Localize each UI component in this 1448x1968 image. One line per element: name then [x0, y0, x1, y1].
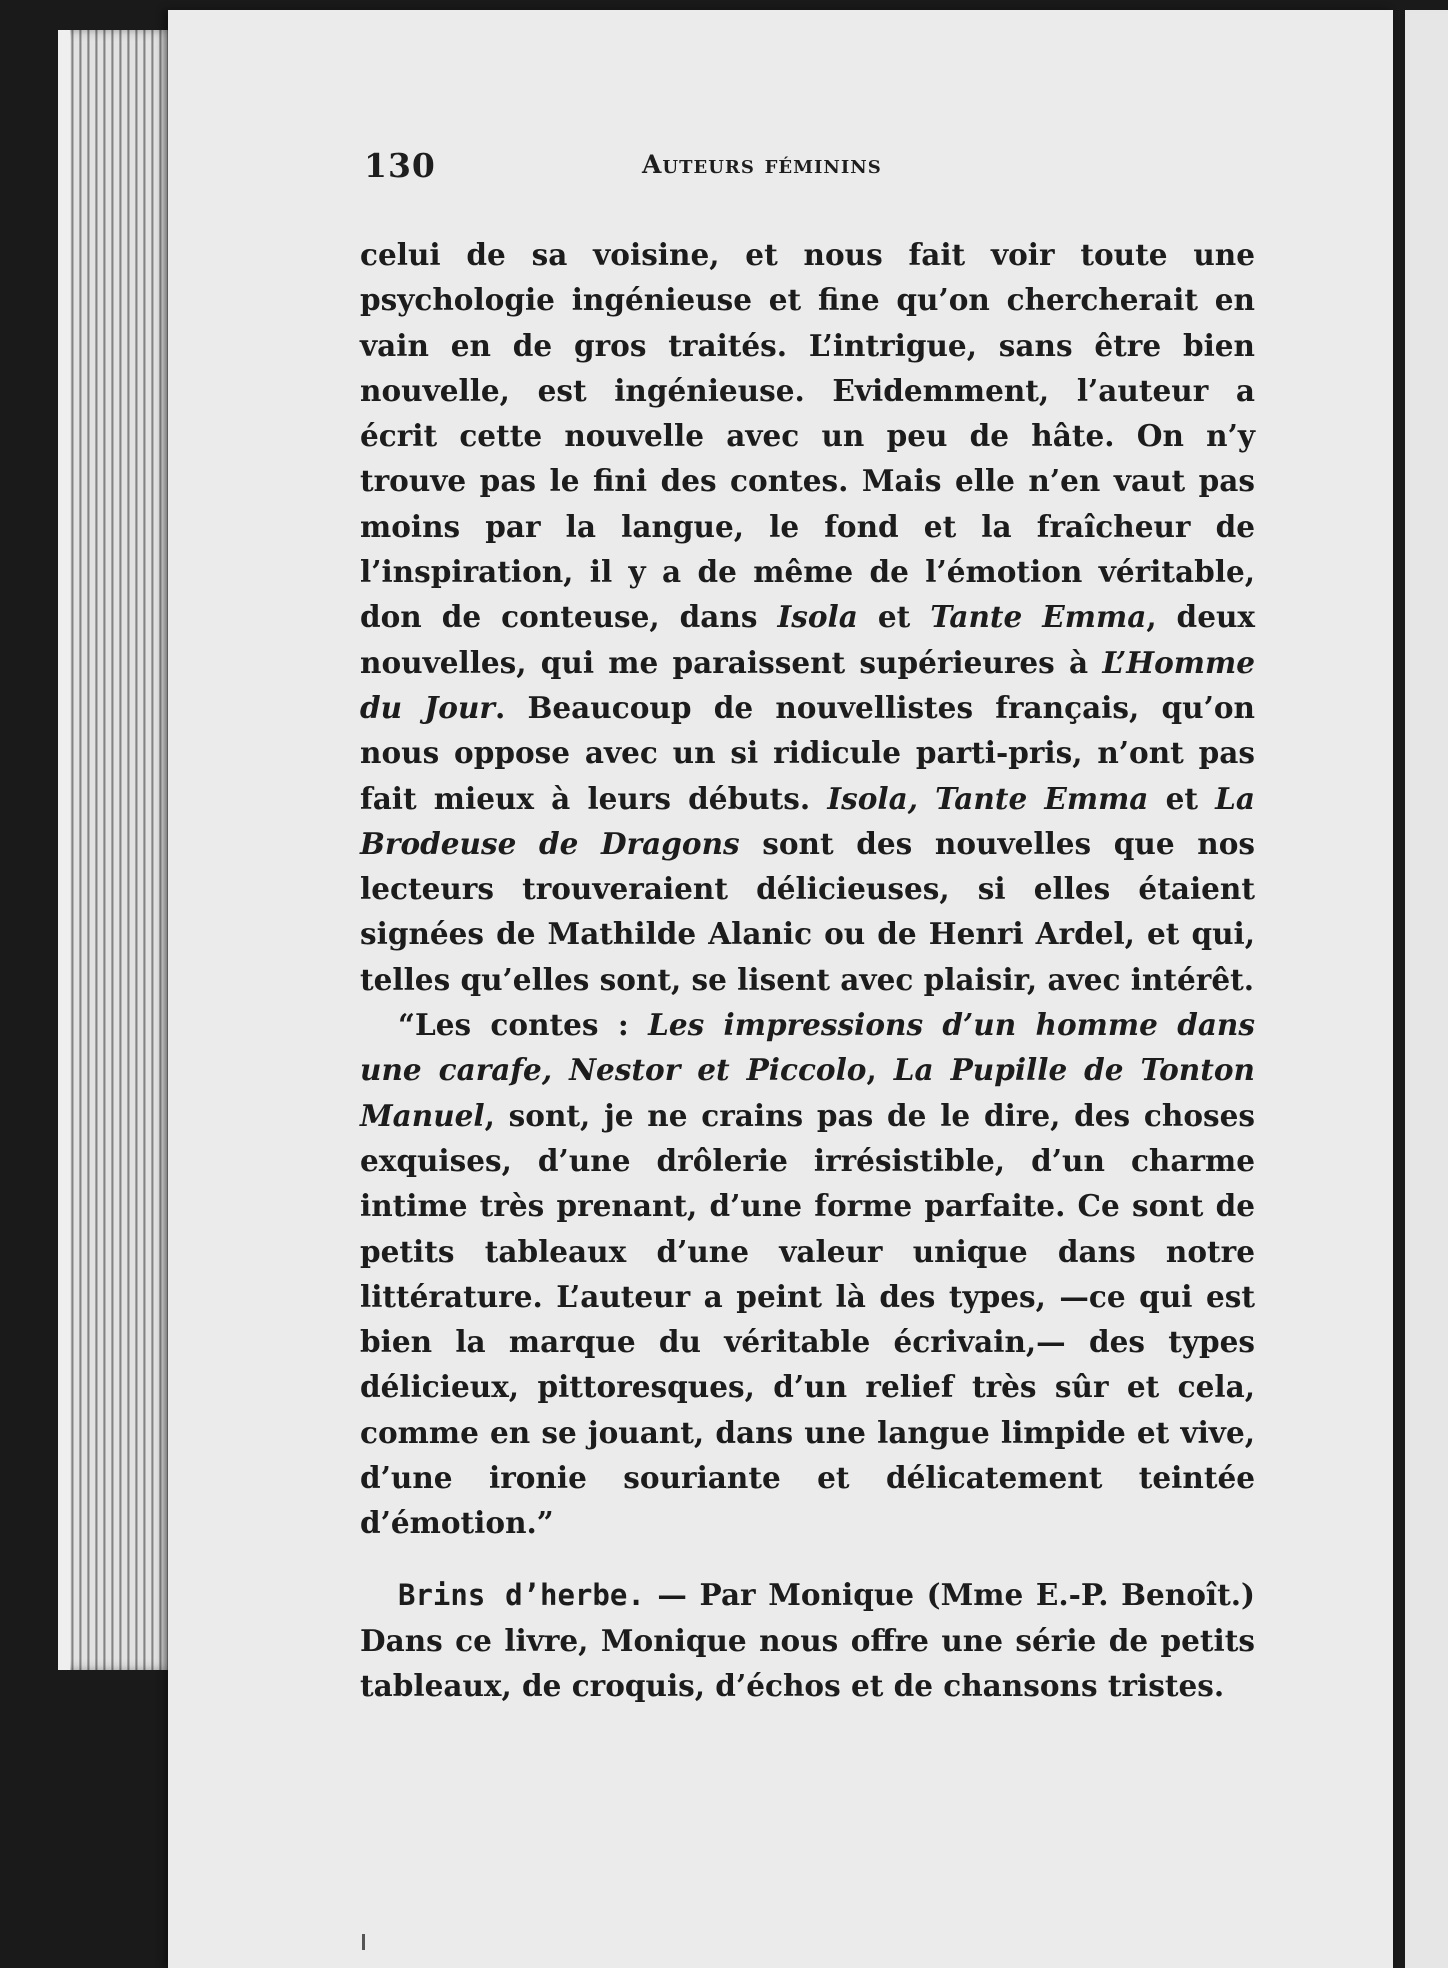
text-run: sont des nouvelles que nos lecteurs trouveraient délicieuses, si elles étaient signées de Mathilde Alanic ou de Henri Ardel, et qui, telles qu’elles sont, se lisent avec plaisir, avec intérêt.	[360, 825, 1255, 997]
entry-body: — Par Monique (Mme E.-P. Benoît.) Dans ce livre, Monique nous offre une série de petits tableaux, de croquis, d’échos et de chansons tristes.	[360, 1576, 1255, 1704]
titles-isola-tante-emma: Isola, Tante Emma	[827, 780, 1149, 816]
body-text	[360, 232, 1255, 1709]
paragraph-continuation	[360, 232, 1255, 1002]
text-run: ,	[866, 1052, 894, 1088]
text-run: , sont, je ne crains pas de le dire, des choses exquises, d’une drôlerie irrésistible, d’un charme intime très prenant, d’une forme parfaite. Ce sont de petits tableaux d’une valeur unique dans notre littérature. L’auteur a peint là des types, —ce qui est bien la marque du véritable écrivain,— des types délicieux, pittoresques, d’un relief très sûr et cela, comme en se jouant, dans une langue limpide et vive, d’une ironie souriante et délicatement teintée d’émotion.”	[360, 1097, 1255, 1541]
titles-contes: Les impressions d’un homme dans une carafe, Nestor et Piccolo	[360, 1007, 1255, 1088]
title-tante-emma: Tante Emma	[930, 599, 1147, 635]
text-run: et	[1148, 780, 1216, 816]
bottom-margin-mark	[362, 1934, 365, 1950]
text-run: , deux nouvelles, qui me paraissent supérieures à	[360, 599, 1255, 680]
page-edges-highlight	[58, 30, 70, 1670]
page-header	[364, 146, 1254, 186]
text-run: et	[857, 599, 931, 635]
title-isola: Isola	[777, 599, 858, 635]
text-run: . Beaucoup de nouvellistes français, qu’on nous oppose avec un si ridicule parti-pris, n’ont pas fait mieux à leurs débuts.	[360, 689, 1255, 816]
running-head: Auteurs féminins	[642, 150, 882, 179]
title-pupille-de-tonton-manuel: La Pupille de Tonton Manuel	[360, 1052, 1255, 1133]
page-number: 130	[364, 146, 436, 185]
text-run: celui de sa voisine, et nous fait voir toute une psychologie ingénieuse et fine qu’on chercherait en vain en de gros traités. L’intrigue, sans être bien nouvelle, est ingénieuse. Evidemment, l’auteur a écrit cette nouvelle avec un peu de hâte. On n’y trouve pas le fini des contes. Mais elle n’en vaut pas moins par la langue, le fond et la fraîcheur de l’inspiration, il y a de même de l’émotion véritable, don de conteuse, dans	[360, 237, 1255, 635]
paragraph-quote	[360, 1002, 1255, 1546]
entry-title: Brins d’herbe.	[398, 1577, 645, 1612]
entry-brins-dherbe	[360, 1572, 1255, 1709]
page-edges-stack	[58, 30, 173, 1670]
text-run: “Les contes :	[398, 1007, 649, 1043]
title-homme-du-jour: L’Homme du Jour	[360, 644, 1255, 725]
title-brodeuse-de-dragons: La Brodeuse de Dragons	[360, 780, 1255, 861]
facing-page-edge	[1405, 10, 1448, 1968]
